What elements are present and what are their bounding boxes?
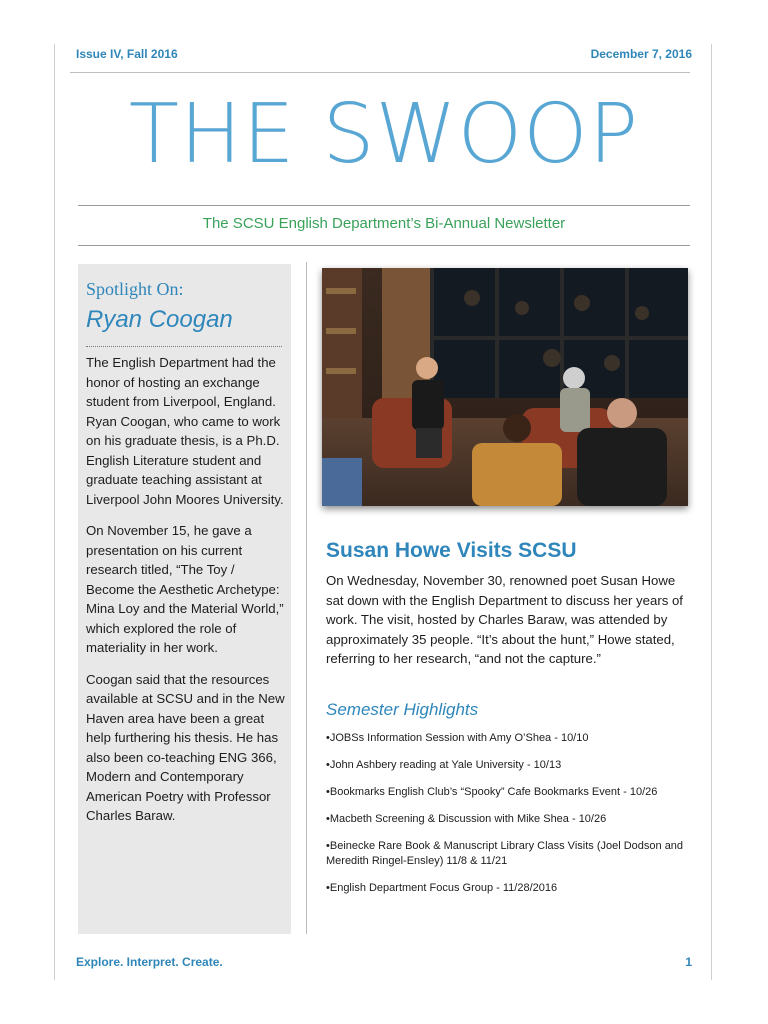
highlights-list xyxy=(326,731,692,908)
spotlight-paragraph: The English Department had the honor of hosting an exchange student from Liverpool, England. Ryan Coogan, who came to work on his graduate thesis, is a Ph.D. English Literature student and graduate teaching assistant at Liverpool John Moores University. xyxy=(86,355,284,507)
header-rule xyxy=(70,72,690,73)
newsletter-title-text: THE SWOOP xyxy=(128,87,640,182)
subtitle-bottom-rule xyxy=(78,245,690,246)
spotlight-paragraph: On November 15, he gave a presentation on his current research titled, “The Toy / Become the Aesthetic Archetype: Mina Loy and the Material World,” which explored the role of materiality in her work. xyxy=(86,523,284,655)
page-number: 1 xyxy=(685,955,692,969)
newsletter-title xyxy=(0,87,768,182)
newsletter-subtitle: The SCSU English Department’s Bi-Annual Newsletter xyxy=(202,215,566,232)
spotlight-label: Spotlight On: xyxy=(86,279,184,299)
highlights-title: Semester Highlights xyxy=(326,700,479,719)
event-photo xyxy=(322,268,688,506)
spotlight-body xyxy=(86,353,286,838)
issue-date: December 7, 2016 xyxy=(590,47,692,61)
spotlight-name: Ryan Coogan xyxy=(86,306,233,333)
highlight-item: • Beinecke Rare Book & Manuscript Library Class Visits (Joel Dodson and Meredith Ringel-Ensley) 11/8 & 11/21 xyxy=(326,839,692,869)
footer-tagline: Explore. Interpret. Create. xyxy=(76,955,223,969)
article-body: On Wednesday, November 30, renowned poet Susan Howe sat down with the English Department to discuss her years of work. The visit, hosted by Charles Baraw, was attended by approximately 35 people. “It’s about the hunt,” Howe stated, referring to her research, “and not the capture.” xyxy=(326,573,683,666)
highlight-item: • English Department Focus Group - 11/28/2016 xyxy=(326,881,692,896)
highlight-item: • Bookmarks English Club’s “Spooky” Cafe Bookmarks Event - 10/26 xyxy=(326,785,692,800)
article-title: Susan Howe Visits SCSU xyxy=(326,539,577,562)
column-divider xyxy=(306,262,307,934)
spotlight-paragraph: Coogan said that the resources available at SCSU and in the New Haven area have been a great help furthering his thesis. He has also been co-teaching ENG 366, Modern and Contemporary American Poetry with Professor Charles Baraw. xyxy=(86,671,285,823)
highlight-item: • JOBSs Information Session with Amy O’Shea - 10/10 xyxy=(326,731,692,746)
highlight-item: • John Ashbery reading at Yale University - 10/13 xyxy=(326,758,692,773)
issue-label: Issue IV, Fall 2016 xyxy=(76,47,178,61)
subtitle-top-rule xyxy=(78,205,690,206)
highlight-item: • Macbeth Screening & Discussion with Mike Shea - 10/26 xyxy=(326,812,692,827)
spotlight-divider xyxy=(86,346,282,347)
